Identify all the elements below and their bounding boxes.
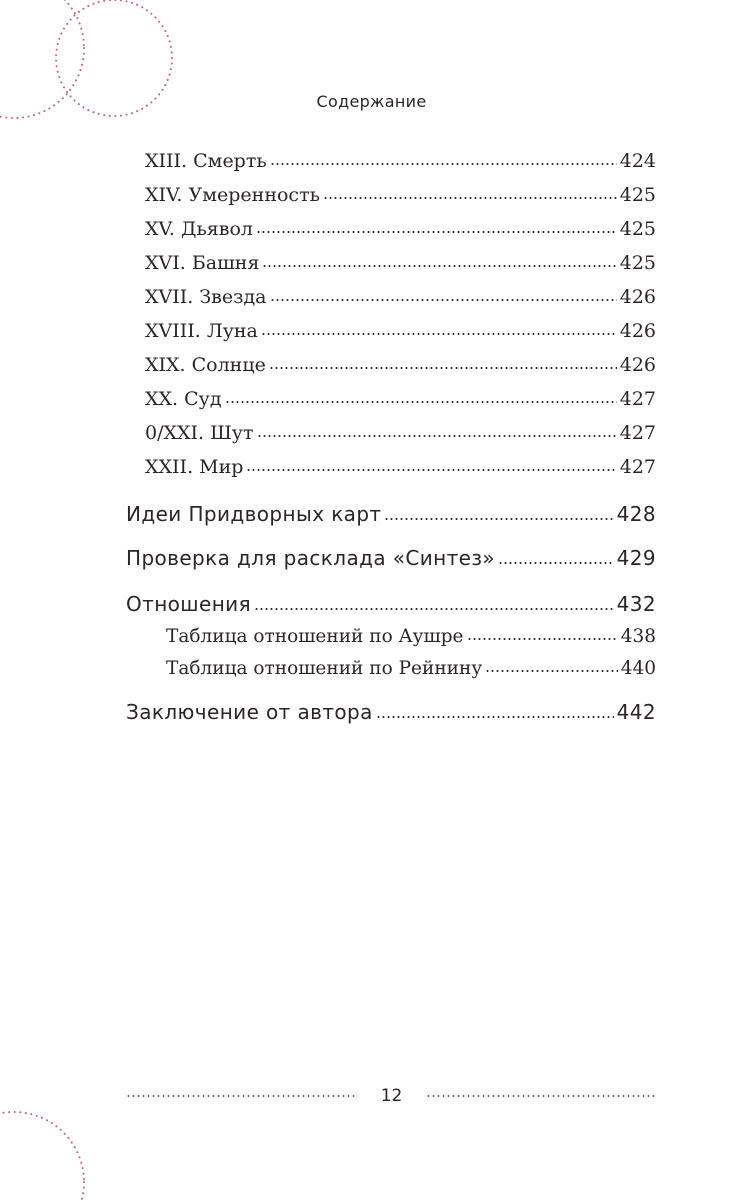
toc-entry-page: 440: [620, 658, 656, 679]
footer-dot-line-right: [426, 1095, 657, 1097]
toc-section-label: Проверка для расклада «Синтез»: [126, 546, 496, 570]
toc-section-label: Идеи Придворных карт: [126, 502, 382, 526]
toc-entry-label: XXII. Мир: [145, 456, 244, 478]
toc-section[interactable]: [126, 502, 656, 526]
toc-section[interactable]: [126, 592, 656, 616]
dot-leader: [246, 456, 616, 478]
toc-entry[interactable]: [145, 388, 656, 410]
toc-entry[interactable]: [145, 184, 656, 206]
toc-entry-page: 425: [619, 218, 656, 240]
page-footer: [126, 1082, 657, 1110]
toc-section-page: 429: [616, 546, 656, 570]
toc-entry-label: XIV. Умеренность: [145, 184, 320, 206]
toc-entry-label: Таблица отношений по Рейнину: [166, 658, 483, 679]
toc-entry-page: 426: [619, 286, 656, 308]
toc-section-page: 432: [616, 592, 656, 616]
dot-leader: [323, 184, 617, 206]
toc-section[interactable]: [126, 700, 656, 724]
toc-entry[interactable]: [145, 286, 656, 308]
dot-leader: [498, 546, 614, 570]
toc-section-page: 442: [616, 700, 656, 724]
dot-leader: [269, 354, 617, 376]
toc-section[interactable]: [126, 546, 656, 570]
toc-entry[interactable]: [145, 150, 656, 172]
toc-entry-page: 425: [619, 184, 656, 206]
dot-leader: [485, 658, 617, 679]
toc-entry[interactable]: [145, 320, 656, 342]
toc-entry-label: 0/XXI. Шут: [145, 422, 254, 444]
dot-leader: [270, 286, 617, 308]
toc-section-label: Заключение от автора: [126, 700, 373, 724]
toc-entry-page: 427: [619, 422, 656, 444]
dot-leader: [256, 218, 617, 240]
dot-leader: [467, 626, 618, 647]
toc-entry-label: XVI. Башня: [145, 252, 260, 274]
dot-leader: [225, 388, 617, 410]
toc-entry[interactable]: [145, 218, 656, 240]
toc-entry-label: XIII. Смерть: [145, 150, 267, 172]
toc-entry-page: 426: [619, 320, 656, 342]
page-number: 12: [380, 1086, 403, 1106]
toc-entry-page: 425: [619, 252, 656, 274]
toc-entry-label: XX. Суд: [145, 388, 222, 410]
dot-leader: [262, 252, 616, 274]
toc-entry-page: 438: [620, 626, 656, 647]
toc-entry-label: Таблица отношений по Аушре: [166, 626, 464, 647]
toc-entry-page: 426: [619, 354, 656, 376]
dot-leader: [261, 320, 617, 342]
toc-entry-label: XVIII. Луна: [145, 320, 258, 342]
toc-entry-page: 424: [619, 150, 656, 172]
toc-entry[interactable]: [145, 456, 656, 478]
dot-leader: [376, 700, 614, 724]
toc-section-page: 428: [616, 502, 656, 526]
footer-dot-line-left: [126, 1095, 357, 1097]
toc-entry-page: 427: [619, 456, 656, 478]
dot-leader: [270, 150, 617, 172]
toc-entry-page: 427: [619, 388, 656, 410]
toc-section-label: Отношения: [126, 592, 252, 616]
toc-entry[interactable]: [145, 354, 656, 376]
dot-leader: [254, 592, 614, 616]
toc-entry[interactable]: [166, 626, 656, 647]
toc-entry-label: XVII. Звезда: [145, 286, 267, 308]
toc-entry-label: XV. Дьявол: [145, 218, 253, 240]
page-header: Содержание: [316, 92, 427, 111]
toc-entry[interactable]: [145, 422, 656, 444]
toc-entry-label: XIX. Солнце: [145, 354, 266, 376]
dot-leader: [384, 502, 613, 526]
dot-leader: [257, 422, 617, 444]
toc-entry[interactable]: [166, 658, 656, 679]
toc-entry[interactable]: [145, 252, 656, 274]
